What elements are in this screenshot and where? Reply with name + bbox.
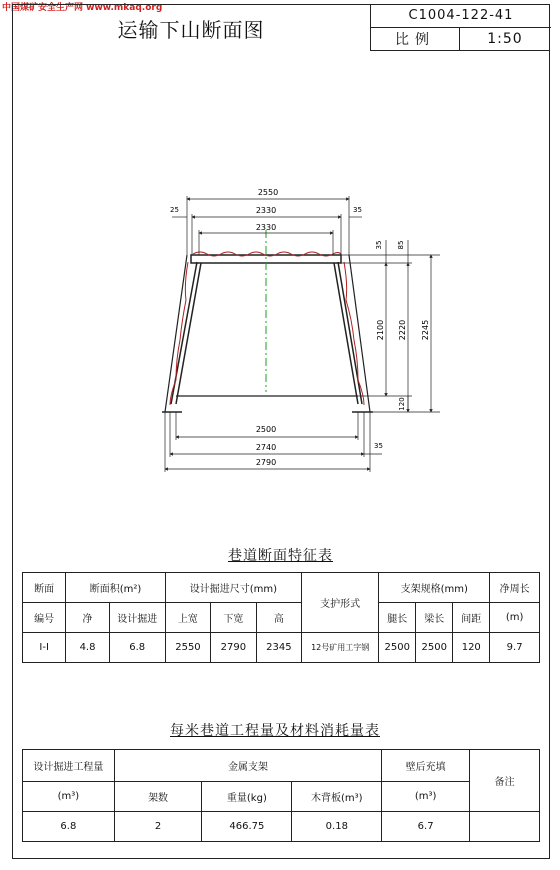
dim-right-outer: 2245 xyxy=(421,319,430,341)
th-perimeter: 净周长 xyxy=(490,573,540,603)
cell-num: Ⅰ-Ⅰ xyxy=(23,633,66,663)
cell-top: 2550 xyxy=(165,633,210,663)
cell-net: 4.8 xyxy=(66,633,109,663)
cell-excav-qty: 6.8 xyxy=(23,812,115,842)
th-area: 断面积(m²) xyxy=(66,573,165,603)
cell-wood: 0.18 xyxy=(292,812,382,842)
th-beam: 梁长 xyxy=(416,603,453,633)
th-frame: 支架规格(mm) xyxy=(379,573,490,603)
cell-perimeter: 9.7 xyxy=(490,633,540,663)
dim-bottom-inner: 2500 xyxy=(255,425,277,434)
cell-note xyxy=(470,812,540,842)
cell-excav: 6.8 xyxy=(109,633,165,663)
tunnel-profile xyxy=(162,255,373,412)
section-table xyxy=(22,572,540,663)
th-num: 编号 xyxy=(23,603,66,633)
th-support: 支护形式 xyxy=(302,573,379,633)
material-table-caption: 每米巷道工程量及材料消耗量表 xyxy=(170,723,380,739)
dim-right-top-small: 35 xyxy=(375,240,383,250)
cell-height: 2345 xyxy=(256,633,301,663)
drawing-number: C1004-122-41 xyxy=(371,4,551,28)
material-table xyxy=(22,749,540,842)
th-fill: 壁后充填 xyxy=(382,750,470,782)
cell-weight: 466.75 xyxy=(202,812,292,842)
cell-support: 12号矿用工字钢 xyxy=(302,633,379,663)
th-type: 断面 xyxy=(23,573,66,603)
dim-bottom-right-gap: 35 xyxy=(374,442,383,450)
dim-top-inner: 2330 xyxy=(255,223,277,232)
cell-spacing: 120 xyxy=(453,633,490,663)
dim-right-middle: 2220 xyxy=(398,319,407,341)
th-fill-unit: (m³) xyxy=(382,782,470,812)
dim-bottom-overall: 2790 xyxy=(255,458,277,467)
cell-bottom: 2790 xyxy=(211,633,256,663)
dim-bottom-middle: 2740 xyxy=(255,443,277,452)
th-count: 架数 xyxy=(114,782,202,812)
dim-top-left-gap: 25 xyxy=(170,206,179,214)
cell-fill: 6.7 xyxy=(382,812,470,842)
th-excav-unit: (m³) xyxy=(23,782,115,812)
cell-leg: 2500 xyxy=(379,633,416,663)
th-net: 净 xyxy=(66,603,109,633)
th-note: 备注 xyxy=(470,750,540,812)
cell-count: 2 xyxy=(114,812,202,842)
scale-value: 1:50 xyxy=(487,30,523,47)
cell-beam: 2500 xyxy=(416,633,453,663)
th-steel: 金属支架 xyxy=(114,750,381,782)
th-bottom: 下宽 xyxy=(211,603,256,633)
th-height: 高 xyxy=(256,603,301,633)
th-wood: 木背板(m³) xyxy=(292,782,382,812)
scale-label: 比例 xyxy=(371,27,460,50)
dim-top-middle: 2330 xyxy=(255,206,277,215)
page-title: 运输下山断面图 xyxy=(117,17,265,42)
dim-top-right-gap: 35 xyxy=(353,206,362,214)
dim-right-inner: 2100 xyxy=(376,319,385,341)
th-excav-qty: 设计掘进工程量 xyxy=(23,750,115,782)
section-table-caption: 巷道断面特征表 xyxy=(228,548,333,564)
th-excav: 设计掘进 xyxy=(109,603,165,633)
th-leg: 腿长 xyxy=(379,603,416,633)
dim-right-top-small2: 85 xyxy=(397,240,405,250)
dim-top-overall: 2550 xyxy=(257,188,279,197)
th-spacing: 间距 xyxy=(453,603,490,633)
th-weight: 重量(kg) xyxy=(202,782,292,812)
watermark: 中国煤矿安全生产网 www.mkaq.org xyxy=(2,3,163,13)
dim-right-bottom: 120 xyxy=(398,397,406,411)
th-top: 上宽 xyxy=(165,603,210,633)
th-unit: (m) xyxy=(490,603,540,633)
th-dims: 设计掘进尺寸(mm) xyxy=(165,573,301,603)
